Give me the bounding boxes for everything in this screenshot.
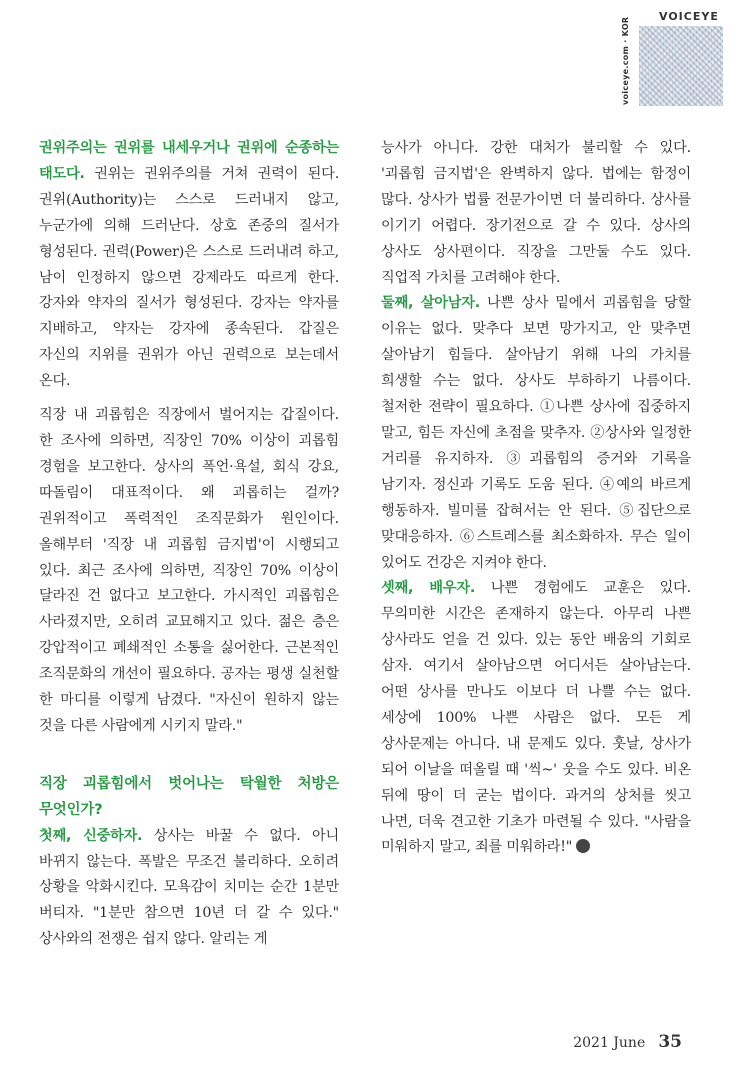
voiceye-code-block: [621, 10, 731, 106]
left-column: [39, 136, 339, 953]
voiceye-side-text: voiceye.com · KOR: [621, 16, 630, 106]
lead-second: 둘째, 살아남자.: [381, 295, 480, 312]
section-subheading: 직장 괴롭힘에서 벗어나는 탁월한 처방은 무엇인가?: [39, 775, 339, 818]
body-second: 나쁜 상사 밑에서 괴롭힘을 당할 이유는 없다. 맞추다 보면 망가지고, 안 맞추면 살아남기 힘들다. 살아남기 위해 나의 가치를 희생할 수는 없다. 상사도 부하하기 나름이다. 철저한 전략이 필요하다. ①나쁜 상사에 집중하지 말고, 힘든 자신에 초점을 맞추자. ②상사와 일정한 거리를 유지하자. ③괴롭힘의 증거와 기록을 남기자. 정신과 기록도 도움 된다. ④예의 바르게 행동하자. 빌미를 잡혀서는 안 된다. ⑤집단으로 맞대응하자. ⑥스트레스를 최소화하자. 무슨 일이 있어도 건강은 지켜야 한다.: [381, 295, 691, 571]
right-column: [381, 136, 691, 861]
paragraph-workplace-bullying: 직장 내 괴롭힘은 직장에서 벌어지는 갑질이다. 한 조사에 의하면, 직장인 70% 이상이 괴롭힘 경험을 보고한다. 상사의 폭언·욕설, 회식 강요, 따돌림이 대표적이다. 왜 괴롭히는 걸까? 권위적이고 폭력적인 조직문화가 원인이다. 올해부터 '직장 내 괴롭힘 금지법'이 시행되고 있다. 최근 조사에 의하면, 직장인 70% 이상이 달라진 건 없다고 보고한다. 가시적인 괴롭힘은 사라졌지만, 오히려 교묘해지고 있다. 젊은 층은 강압적이고 폐쇄적인 소통을 싫어한다. 근본적인 조직문화의 개선이 필요하다. 공자는 평생 실천할 한 마디를 이렇게 남겼다. "자신이 원하지 않는 것을 다른 사람에게 시키지 말라.": [39, 407, 339, 734]
footer-date: 2021 June: [573, 1035, 646, 1051]
paragraph-continuation: 능사가 아니다. 강한 대처가 불리할 수 있다. '괴롭힘 금지법'은 완벽하지 않다. 법에는 함정이 많다. 상사가 법률 전문가이면 더 불리하다. 상사를 이기기 어렵다. 장기전으로 갈 수 있다. 상사의 상사도 상사편이다. 직장을 그만둘 수도 있다. 직업적 가치를 고려해야 한다.: [381, 140, 691, 286]
body-first: 상사는 바꿀 수 없다. 아니 바뀌지 않는다. 폭발은 무조건 불리하다. 오히려 상황을 악화시킨다. 모욕감이 치미는 순간 1분만 버티자. "1분만 참으면 10년 더 갈 수 있다." 상사와의 전쟁은 쉽지 않다. 알리는 게: [39, 827, 339, 948]
voiceye-barcode-image: [639, 26, 723, 106]
body-third: 나쁜 경험에도 교훈은 있다. 무의미한 시간은 존재하지 않는다. 아무리 나쁜 상사라도 얻을 건 있다. 있는 동안 배움의 기회로 삼자. 여기서 살아남으면 어디서든 살아남는다. 어떤 상사를 만나도 이보다 더 나쁠 수는 없다. 세상에 100% 나쁜 사람은 없다. 모든 게 상사문제는 아니다. 내 문제도 있다. 훗날, 상사가 되어 이날을 떠올릴 때 '씩~' 웃을 수도 있다. 비온 뒤에 땅이 더 굳는 법이다. 과거의 상처를 씻고 나면, 더욱 견고한 기초가 마련될 수 있다. "사람을 미워하지 말고, 죄를 미워하라!": [381, 580, 691, 856]
paragraph-third-advice: [381, 576, 691, 861]
end-mark-icon: [576, 839, 590, 853]
voiceye-label: VOICEYE: [659, 10, 719, 23]
lead-authoritarianism: 권위주의는 권위를 내세우거나 권위에 순종하는 태도다.: [39, 140, 339, 182]
lead-third: 셋째, 배우자.: [381, 580, 476, 597]
paragraph-authority: [39, 136, 339, 395]
lead-first: 첫째, 신중하자.: [39, 827, 143, 844]
paragraph-second-advice: [381, 291, 691, 576]
page-number: 35: [658, 1032, 682, 1052]
page-footer: [573, 1032, 682, 1052]
paragraph-first-advice: [39, 824, 339, 954]
body-authority: 권위는 권위주의를 거쳐 권력이 된다. 권위(Authority)는 스스로 드러내지 않고, 누군가에 의해 드러난다. 상호 존중의 질서가 형성된다. 권력(Power)은 스스로 드러내려 하고, 남이 인정하지 않으면 강제라도 따르게 한다. 강자와 약자의 질서가 형성된다. 강자는 약자를 지배하고, 약자는 강자에 종속된다. 갑질은 자신의 지위를 권위가 아닌 권력으로 보는데서 온다.: [39, 165, 339, 390]
